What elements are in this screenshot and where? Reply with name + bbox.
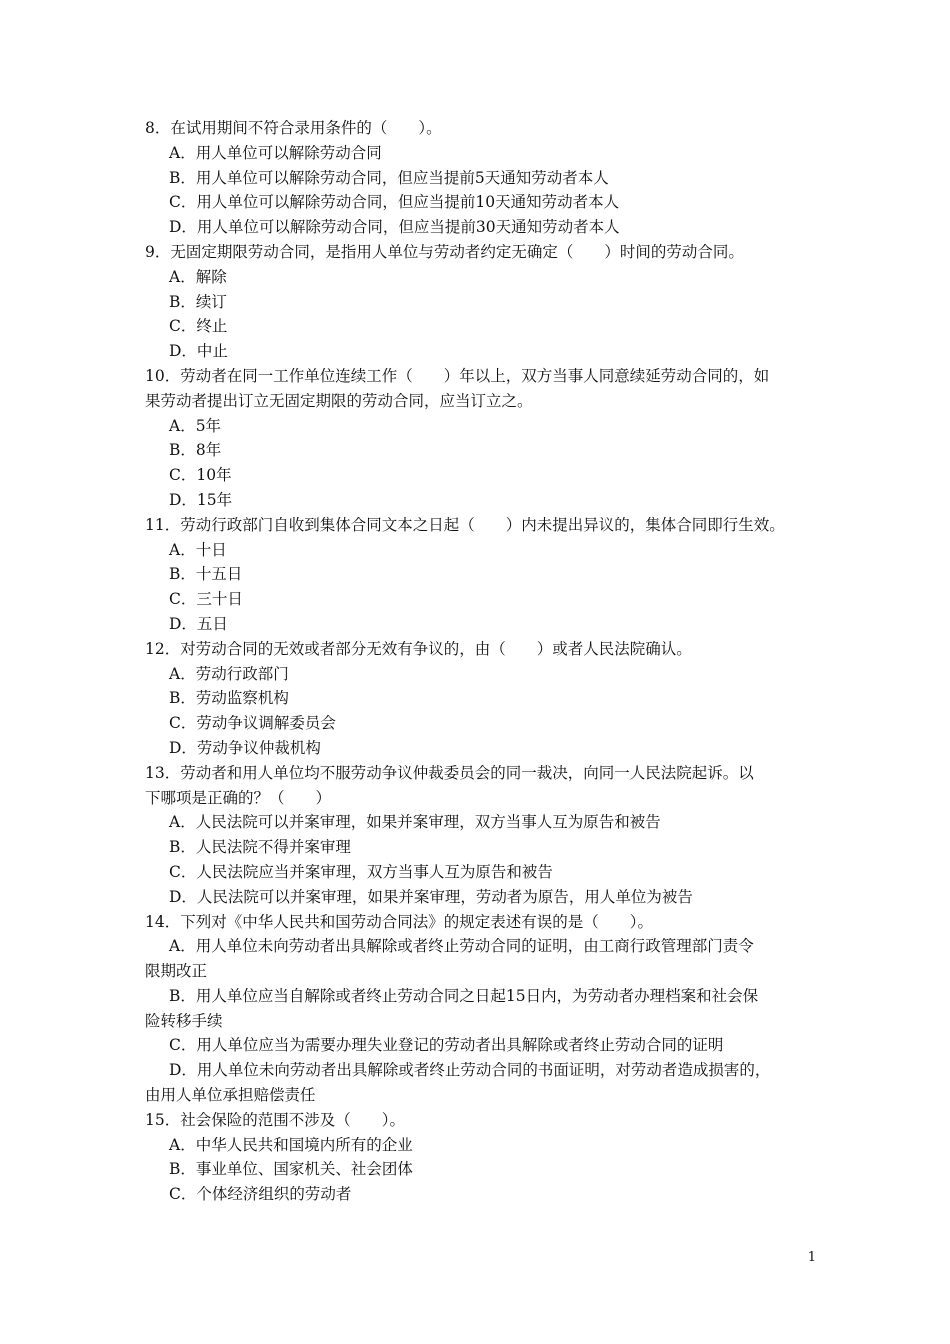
option-line: A．劳动行政部门 bbox=[169, 664, 289, 683]
question-line: 9．无固定期限劳动合同，是指用人单位与劳动者约定无确定（ ）时间的劳动合同。 bbox=[145, 242, 744, 261]
option-line: C．用人单位应当为需要办理失业登记的劳动者出具解除或者终止劳动合同的证明 bbox=[169, 1036, 724, 1055]
option-line: A．人民法院可以并案审理，如果并案审理，双方当事人互为原告和被告 bbox=[169, 813, 661, 832]
question-line: 12．对劳动合同的无效或者部分无效有争议的，由（ ）或者人民法院确认。 bbox=[145, 639, 692, 658]
option-line: C．终止 bbox=[169, 317, 228, 336]
option-line: D．人民法院可以并案审理，如果并案审理，劳动者为原告，用人单位为被告 bbox=[169, 887, 693, 906]
option-line: C．三十日 bbox=[169, 590, 243, 609]
question-list bbox=[145, 116, 809, 1207]
question-line: 13．劳动者和用人单位均不服劳动争议仲裁委员会的同一裁决，向同一人民法院起诉。以 bbox=[145, 763, 754, 782]
continuation-line: 限期改正 bbox=[145, 962, 208, 981]
option-line: A．解除 bbox=[169, 267, 227, 286]
option-line: D．用人单位未向劳动者出具解除或者终止劳动合同的书面证明，对劳动者造成损害的， bbox=[169, 1061, 771, 1080]
option-line: A．中华人民共和国境内所有的企业 bbox=[169, 1135, 413, 1154]
option-line: B．事业单位、国家机关、社会团体 bbox=[169, 1160, 413, 1179]
question-line: 10．劳动者在同一工作单位连续工作（ ）年以上，双方当事人同意续延劳动合同的，如 bbox=[145, 366, 770, 385]
option-line: B．用人单位可以解除劳动合同，但应当提前5天通知劳动者本人 bbox=[169, 168, 609, 187]
continuation-line: 由用人单位承担赔偿责任 bbox=[145, 1086, 316, 1105]
page-number: 1 bbox=[807, 1250, 816, 1265]
option-line: A．5年 bbox=[169, 416, 222, 435]
continuation-line: 果劳动者提出订立无固定期限的劳动合同，应当订立之。 bbox=[145, 391, 533, 410]
option-line: B．人民法院不得并案审理 bbox=[169, 838, 351, 857]
option-line: B．十五日 bbox=[169, 565, 243, 584]
option-line: B．8年 bbox=[169, 441, 222, 460]
question-line: 11．劳动行政部门自收到集体合同文本之日起（ ）内未提出异议的，集体合同即行生效。 bbox=[145, 515, 785, 534]
option-line: A．用人单位可以解除劳动合同 bbox=[169, 143, 382, 162]
option-line: D．五日 bbox=[169, 614, 228, 633]
option-line: C．人民法院应当并案审理，双方当事人互为原告和被告 bbox=[169, 862, 553, 881]
option-line: C．10年 bbox=[169, 466, 232, 485]
option-line: C．个体经济组织的劳动者 bbox=[169, 1185, 352, 1204]
option-line: B．续订 bbox=[169, 292, 227, 311]
option-line: C．用人单位可以解除劳动合同，但应当提前10天通知劳动者本人 bbox=[169, 193, 620, 212]
question-line: 14．下列对《中华人民共和国劳动合同法》的规定表述有误的是（ ）。 bbox=[145, 912, 653, 931]
question-line: 15．社会保险的范围不涉及（ ）。 bbox=[145, 1110, 405, 1129]
option-line: A．用人单位未向劳动者出具解除或者终止劳动合同的证明，由工商行政管理部门责令 bbox=[169, 937, 754, 956]
option-line: D．劳动争议仲裁机构 bbox=[169, 738, 321, 757]
option-line: A．十日 bbox=[169, 540, 227, 559]
option-line: D．15年 bbox=[169, 490, 233, 509]
option-line: B．用人单位应当自解除或者终止劳动合同之日起15日内，为劳动者办理档案和社会保 bbox=[169, 986, 759, 1005]
option-line: C．劳动争议调解委员会 bbox=[169, 714, 336, 733]
question-line: 8．在试用期间不符合录用条件的（ ）。 bbox=[145, 119, 442, 137]
continuation-line: 下哪项是正确的？（ ） bbox=[145, 788, 332, 807]
option-line: B．劳动监察机构 bbox=[169, 689, 289, 708]
continuation-line: 险转移手续 bbox=[145, 1011, 223, 1030]
option-line: D．用人单位可以解除劳动合同，但应当提前30天通知劳动者本人 bbox=[169, 218, 620, 237]
option-line: D．中止 bbox=[169, 342, 228, 361]
